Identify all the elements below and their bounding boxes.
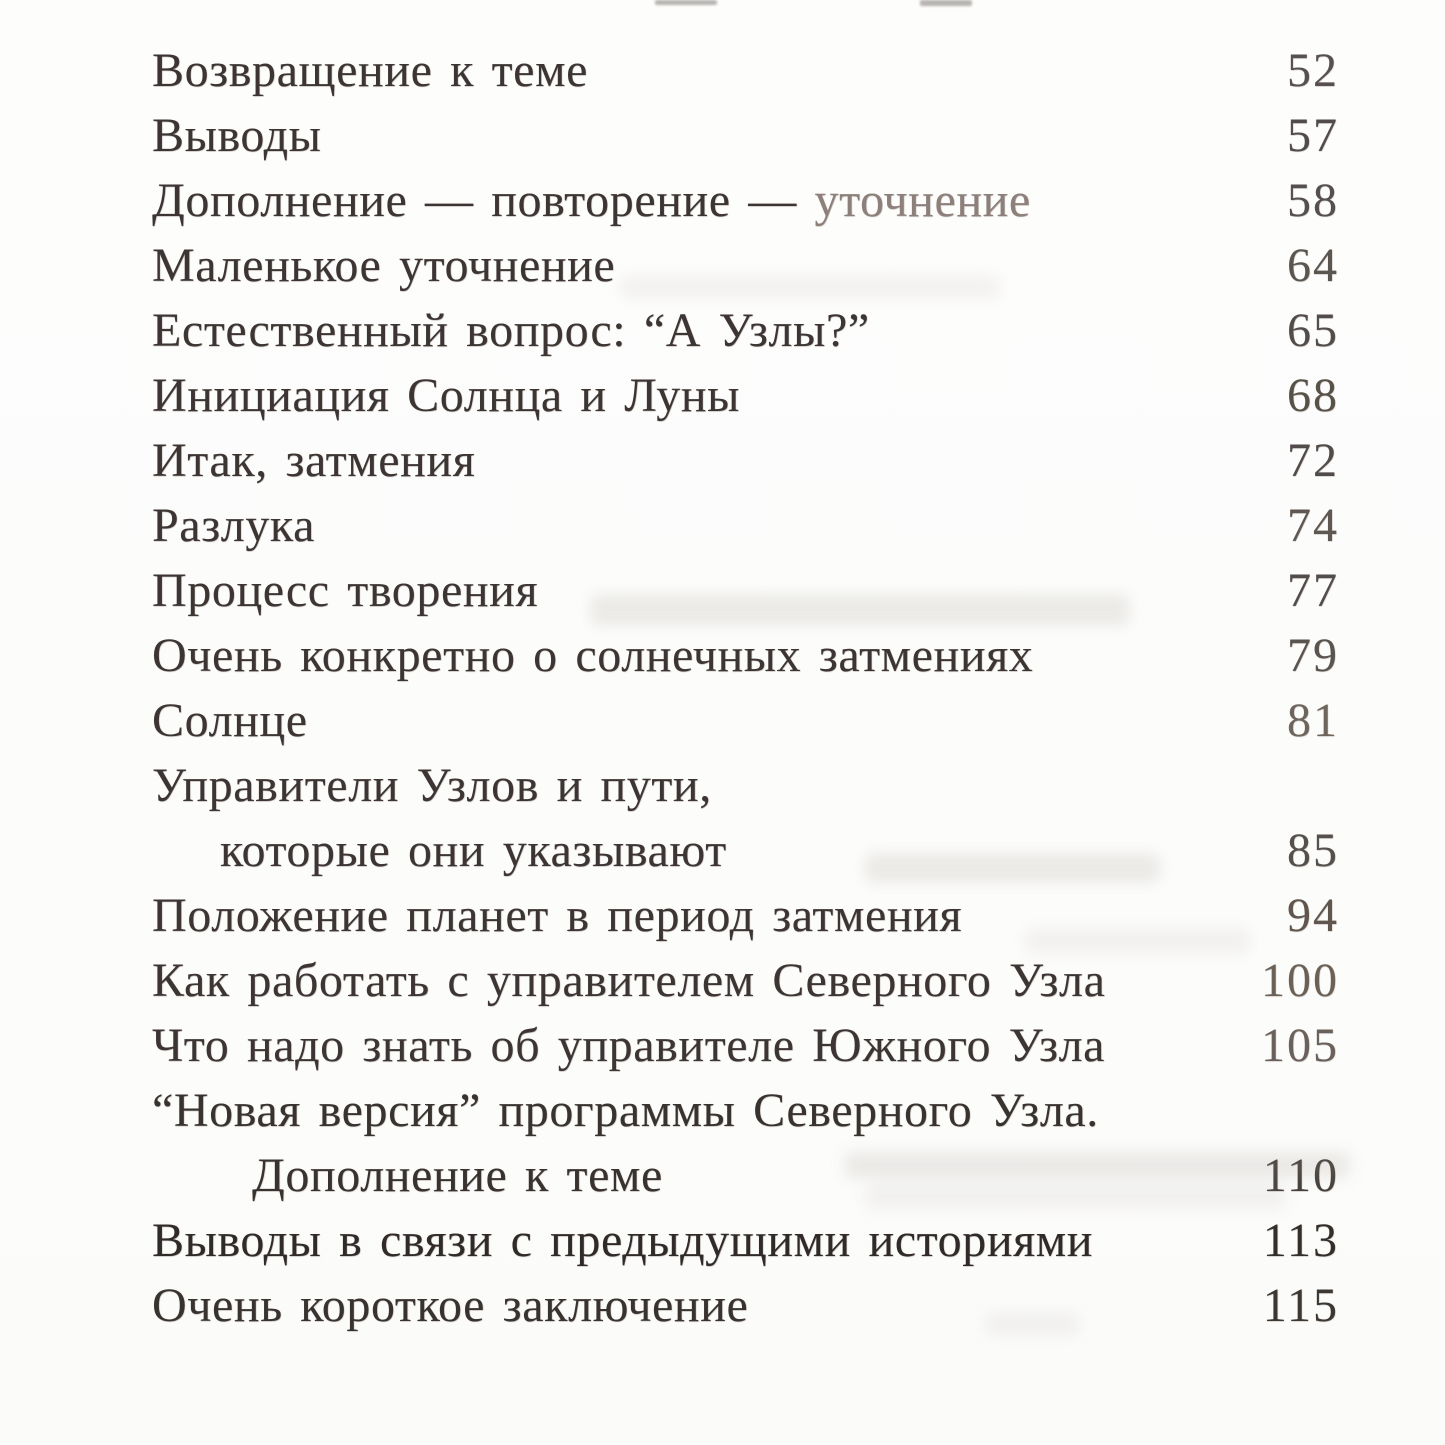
toc-title-segment: Солнце xyxy=(152,694,308,747)
toc-page-number: 113 xyxy=(1262,1214,1339,1267)
toc-title-segment: Выводы xyxy=(152,109,322,162)
toc-entry xyxy=(152,883,1339,948)
toc-entry xyxy=(152,753,1339,883)
toc-page-number: 58 xyxy=(1287,174,1339,227)
toc-page-number: 77 xyxy=(1287,564,1339,617)
toc-entry-title xyxy=(152,363,1209,428)
toc-entry-title xyxy=(152,1013,1209,1078)
toc-line xyxy=(152,688,1339,753)
toc-entry-title xyxy=(152,1078,1339,1143)
toc-entry xyxy=(152,233,1339,298)
toc-title-segment: Возвращение к теме xyxy=(152,44,588,97)
toc-entry-title xyxy=(152,298,1209,363)
toc-line xyxy=(152,493,1339,558)
toc-page-number: 79 xyxy=(1287,629,1339,682)
toc-page-number: 57 xyxy=(1287,109,1339,162)
toc-entry xyxy=(152,948,1339,1013)
toc-entry xyxy=(152,298,1339,363)
toc-entry xyxy=(152,558,1339,623)
toc-entry-title xyxy=(152,623,1209,688)
toc-entry-title xyxy=(152,493,1209,558)
toc-entry-title xyxy=(152,818,1209,883)
toc-entry-title xyxy=(152,688,1209,753)
toc-page-number: 94 xyxy=(1287,889,1339,942)
toc-entry xyxy=(152,363,1339,428)
toc-title-segment: уточнение xyxy=(814,174,1031,227)
toc-page-number: 74 xyxy=(1287,499,1339,552)
toc-entry xyxy=(152,1273,1339,1338)
toc-entry-title xyxy=(152,428,1209,493)
toc-entry xyxy=(152,428,1339,493)
toc-page-number: 85 xyxy=(1287,824,1339,877)
toc-line xyxy=(152,428,1339,493)
toc-line xyxy=(152,1143,1339,1208)
toc-line xyxy=(152,883,1339,948)
toc-page-number: 72 xyxy=(1287,434,1339,487)
toc-title-segment: Очень конкретно о солнечных затмениях xyxy=(152,629,1034,682)
toc-entry xyxy=(152,688,1339,753)
toc-line xyxy=(152,1208,1339,1273)
toc-entry xyxy=(152,168,1339,233)
toc-page-number: 115 xyxy=(1262,1279,1339,1332)
toc-title-segment: Процесс творения xyxy=(152,564,539,617)
toc-line xyxy=(152,753,1339,818)
toc-title-segment: Дополнение к теме xyxy=(252,1149,663,1202)
toc-title-segment: “Новая версия” программы Северного Узла. xyxy=(152,1084,1099,1137)
toc-entry-title xyxy=(152,103,1209,168)
toc-title-segment: Как работать с управителем Северного Узла xyxy=(152,954,1106,1007)
toc-line xyxy=(152,623,1339,688)
toc-title-segment: Маленькое уточнение xyxy=(152,239,616,292)
toc-title-segment: Положение планет в период затмения xyxy=(152,889,963,942)
toc-title-segment: Разлука xyxy=(152,499,316,552)
toc-line xyxy=(152,558,1339,623)
toc-page-number: 52 xyxy=(1287,44,1339,97)
toc-line xyxy=(152,1078,1339,1143)
toc-entry xyxy=(152,623,1339,688)
toc-entry-title xyxy=(152,753,1339,818)
toc-title-segment: Итак, затмения xyxy=(152,434,476,487)
toc-entry xyxy=(152,1078,1339,1208)
toc-line xyxy=(152,103,1339,168)
toc-line xyxy=(152,298,1339,363)
toc-page-number: 105 xyxy=(1261,1019,1339,1072)
toc-title-segment: Инициация Солнца и Луны xyxy=(152,369,740,422)
toc-title-segment: Естественный вопрос: “А Узлы?” xyxy=(152,304,870,357)
toc-page-number: 65 xyxy=(1287,304,1339,357)
toc-title-segment: Дополнение — повторение — xyxy=(152,174,815,227)
toc-entry-title xyxy=(152,1143,1209,1208)
toc-entry-title xyxy=(152,38,1209,103)
toc-entry-title xyxy=(152,233,1209,298)
toc-entry xyxy=(152,38,1339,103)
toc-line xyxy=(152,1013,1339,1078)
toc-page-number: 64 xyxy=(1287,239,1339,292)
toc-entry-title xyxy=(152,558,1209,623)
toc-line xyxy=(152,948,1339,1013)
toc-entry-title xyxy=(152,1273,1209,1338)
toc-page-number: 81 xyxy=(1287,694,1339,747)
toc-entry-title xyxy=(152,883,1209,948)
toc-title-segment: Что надо знать об управителе Южного Узла xyxy=(152,1019,1106,1072)
toc-entry-title xyxy=(152,1208,1209,1273)
toc-entry-title xyxy=(152,948,1209,1013)
toc-line xyxy=(152,363,1339,428)
toc-entry xyxy=(152,1013,1339,1078)
toc-title-segment: Очень короткое заключение xyxy=(152,1279,749,1332)
toc-entry-title xyxy=(152,168,1209,233)
toc-entry xyxy=(152,103,1339,168)
toc-entry xyxy=(152,1208,1339,1273)
clipped-text-artifact xyxy=(920,0,972,6)
toc-line xyxy=(152,1273,1339,1338)
toc-page-number: 100 xyxy=(1261,954,1339,1007)
clipped-text-artifact xyxy=(655,0,717,5)
toc-page-number: 68 xyxy=(1287,369,1339,422)
toc-title-segment: Выводы в связи с предыдущими историями xyxy=(152,1214,1094,1267)
toc-title-segment: Управители Узлов и пути, xyxy=(152,759,712,812)
toc-title-segment: которые они указывают xyxy=(220,824,727,877)
toc-page-number: 110 xyxy=(1262,1149,1339,1202)
toc-entry xyxy=(152,493,1339,558)
toc-line xyxy=(152,168,1339,233)
toc-line xyxy=(152,38,1339,103)
toc-line xyxy=(152,233,1339,298)
toc-line xyxy=(152,818,1339,883)
toc-list xyxy=(152,38,1339,1338)
